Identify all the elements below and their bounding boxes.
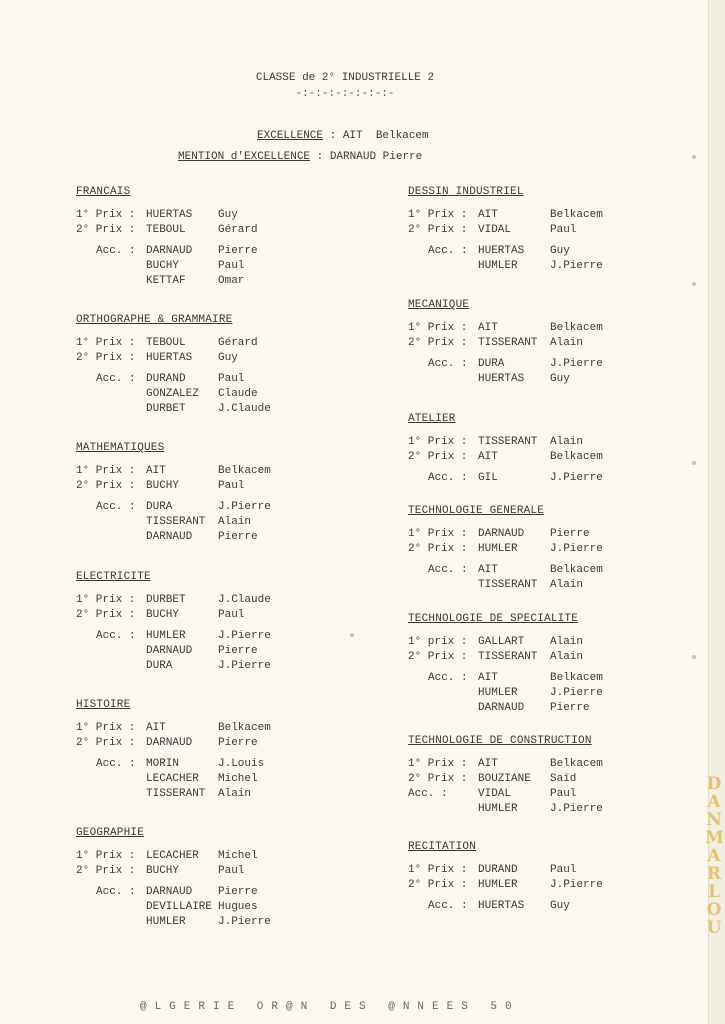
watermark-letter: O — [706, 900, 722, 920]
student-firstname: J.Louis — [218, 758, 265, 770]
student-surname: DURA — [146, 501, 173, 513]
student-firstname: Belkacem — [550, 322, 603, 334]
student-surname: TEBOUL — [146, 337, 186, 349]
student-surname: BUCHY — [146, 865, 180, 877]
paper-speck — [350, 633, 354, 637]
student-surname: HUMLER — [146, 630, 186, 642]
student-surname: KETTAF — [146, 275, 186, 287]
prize-label: 2° Prix : — [408, 773, 468, 785]
student-surname: AIT — [146, 722, 166, 734]
student-surname: DURAND — [478, 864, 518, 876]
student-firstname: Paul — [218, 260, 245, 272]
student-surname: DARNAUD — [478, 702, 525, 714]
student-surname: DARNAUD — [146, 737, 193, 749]
accessit-label: Acc. : — [96, 245, 136, 257]
prize-label: 1° Prix : — [76, 850, 136, 862]
student-surname: DURA — [478, 358, 505, 370]
accessit-label: Acc. : — [428, 564, 468, 576]
excellence-label: EXCELLENCE — [257, 130, 324, 142]
paper-speck — [692, 155, 696, 159]
accessit-label: Acc. : — [428, 672, 468, 684]
prize-label: 1° Prix : — [408, 864, 468, 876]
student-surname: VIDAL — [478, 788, 512, 800]
prize-label: 1° Prix : — [408, 758, 468, 770]
prize-label: 1° Prix : — [76, 594, 136, 606]
section-title-geographie: GEOGRAPHIE — [76, 827, 145, 839]
student-surname: TISSERANT — [146, 516, 206, 528]
student-firstname: Paul — [218, 865, 245, 877]
student-firstname: J.Pierre — [218, 916, 271, 928]
prize-label: 2° Prix : — [408, 879, 468, 891]
paper-speck — [692, 282, 696, 286]
footer-text: @LGERIE OR@N DES @NNEES 50 — [140, 1001, 520, 1013]
student-firstname: Claude — [218, 388, 258, 400]
student-firstname: Gérard — [218, 337, 258, 349]
student-firstname: J.Pierre — [550, 879, 603, 891]
prize-label: 1° Prix : — [76, 209, 136, 221]
accessit-label: Acc. : — [428, 472, 468, 484]
student-surname: HUERTAS — [478, 373, 525, 385]
student-surname: BOUZIANE — [478, 773, 531, 785]
student-surname: AIT — [478, 322, 498, 334]
section-title-technologie-de-construction: TECHNOLOGIE DE CONSTRUCTION — [408, 735, 592, 747]
prize-label: 2° Prix : — [408, 651, 468, 663]
student-firstname: J.Pierre — [550, 803, 603, 815]
prize-label: 2° Prix : — [76, 609, 136, 621]
student-surname: AIT — [478, 209, 498, 221]
student-firstname: J.Pierre — [550, 687, 603, 699]
watermark-vertical — [705, 775, 723, 937]
watermark-letter: N — [706, 810, 722, 830]
student-surname: TISSERANT — [478, 337, 538, 349]
watermark-letter: R — [706, 864, 722, 884]
student-firstname: J.Claude — [218, 403, 271, 415]
prize-label: 1° prix : — [408, 636, 468, 648]
student-surname: TISSERANT — [478, 436, 538, 448]
prize-label: 1° Prix : — [76, 465, 136, 477]
student-firstname: Pierre — [550, 528, 590, 540]
accessit-label: Acc. : — [428, 900, 468, 912]
prize-label: 2° Prix : — [76, 865, 136, 877]
excellence-value: : AIT Belkacem — [323, 130, 429, 142]
student-firstname: J.Pierre — [550, 260, 603, 272]
student-firstname: Pierre — [550, 702, 590, 714]
mention-label: MENTION d'EXCELLENCE — [178, 151, 311, 163]
section-title-technologie-generale: TECHNOLOGIE GENERALE — [408, 505, 545, 517]
student-firstname: Pierre — [218, 737, 258, 749]
student-firstname: J.Pierre — [218, 660, 271, 672]
student-firstname: Guy — [550, 245, 570, 257]
prize-label: 1° Prix : — [408, 528, 468, 540]
student-surname: AIT — [478, 672, 498, 684]
class-title: CLASSE de 2° INDUSTRIELLE 2 — [255, 72, 435, 84]
student-surname: DEVILLAIRE — [146, 901, 213, 913]
student-surname: TISSERANT — [478, 651, 538, 663]
student-surname: BUCHY — [146, 609, 180, 621]
prize-label: 2° Prix : — [408, 543, 468, 555]
student-firstname: Alain — [550, 436, 584, 448]
student-firstname: Alain — [550, 337, 584, 349]
student-surname: HUERTAS — [146, 209, 193, 221]
student-firstname: Paul — [550, 788, 577, 800]
prize-label: 1° Prix : — [408, 322, 468, 334]
student-firstname: Alain — [218, 516, 252, 528]
student-firstname: J.Pierre — [218, 630, 271, 642]
accessit-label: Acc. : — [428, 358, 468, 370]
student-firstname: Paul — [550, 864, 577, 876]
section-title-recitation: RECITATION — [408, 841, 477, 853]
student-surname: MORIN — [146, 758, 180, 770]
watermark-letter: A — [707, 792, 721, 812]
student-surname: LECACHER — [146, 850, 199, 862]
student-surname: AIT — [478, 564, 498, 576]
student-surname: BUCHY — [146, 260, 180, 272]
mention-line — [178, 151, 422, 163]
student-firstname: J.Pierre — [550, 358, 603, 370]
title-divider: -:-:-:-:-:-:-:- — [295, 88, 395, 100]
student-surname: TISSERANT — [146, 788, 206, 800]
section-title-dessin-industriel: DESSIN INDUSTRIEL — [408, 186, 524, 198]
prize-label: 2° Prix : — [408, 337, 468, 349]
student-surname: DARNAUD — [146, 645, 193, 657]
accessit-label: Acc. : — [428, 245, 468, 257]
watermark-letter: U — [706, 918, 722, 938]
student-firstname: Paul — [550, 224, 577, 236]
section-title-technologie-de-specialite: TECHNOLOGIE DE SPECIALITE — [408, 613, 579, 625]
watermark-letter: A — [707, 846, 721, 866]
section-title-histoire: HISTOIRE — [76, 699, 131, 711]
prize-label: 2° Prix : — [76, 480, 136, 492]
student-surname: HUMLER — [478, 879, 518, 891]
student-surname: HUMLER — [478, 543, 518, 555]
student-surname: HUERTAS — [146, 352, 193, 364]
student-surname: DARNAUD — [146, 886, 193, 898]
accessit-label: Acc. : — [96, 630, 136, 642]
student-firstname: Belkacem — [550, 672, 603, 684]
student-surname: HUERTAS — [478, 245, 525, 257]
student-firstname: Guy — [550, 373, 570, 385]
student-surname: HUMLER — [478, 687, 518, 699]
student-firstname: Paul — [218, 480, 245, 492]
student-firstname: Belkacem — [218, 722, 271, 734]
student-surname: LECACHER — [146, 773, 199, 785]
student-firstname: Hugues — [218, 901, 258, 913]
student-surname: AIT — [478, 451, 498, 463]
paper-speck — [692, 655, 696, 659]
student-surname: DURBET — [146, 594, 186, 606]
student-surname: TEBOUL — [146, 224, 186, 236]
student-firstname: Pierre — [218, 886, 258, 898]
prize-label: 1° Prix : — [76, 722, 136, 734]
student-surname: BUCHY — [146, 480, 180, 492]
accessit-label: Acc. : — [96, 373, 136, 385]
student-firstname: Alain — [550, 579, 584, 591]
accessit-label: Acc. : — [96, 886, 136, 898]
student-surname: DURBET — [146, 403, 186, 415]
student-firstname: Paul — [218, 373, 245, 385]
student-firstname: Paul — [218, 609, 245, 621]
prize-label: 1° Prix : — [408, 436, 468, 448]
student-firstname: Gérard — [218, 224, 258, 236]
student-firstname: J.Pierre — [550, 543, 603, 555]
student-surname: GALLART — [478, 636, 525, 648]
prize-label: 2° Prix : — [76, 224, 136, 236]
student-firstname: J.Claude — [218, 594, 271, 606]
section-title-atelier: ATELIER — [408, 413, 456, 425]
student-surname: VIDAL — [478, 224, 512, 236]
prize-label: 1° Prix : — [408, 209, 468, 221]
student-firstname: Belkacem — [550, 564, 603, 576]
student-surname: DURAND — [146, 373, 186, 385]
watermark-letter: L — [708, 882, 720, 902]
student-surname: GONZALEZ — [146, 388, 199, 400]
student-firstname: Saïd — [550, 773, 577, 785]
student-firstname: Alain — [218, 788, 252, 800]
student-firstname: Pierre — [218, 531, 258, 543]
student-firstname: Omar — [218, 275, 245, 287]
prize-label: 2° Prix : — [408, 224, 468, 236]
watermark-letter: M — [705, 828, 724, 848]
student-firstname: Belkacem — [550, 451, 603, 463]
student-surname: HUMLER — [478, 260, 518, 272]
student-firstname: J.Pierre — [550, 472, 603, 484]
student-firstname: Belkacem — [218, 465, 271, 477]
mention-value: : DARNAUD Pierre — [310, 151, 423, 163]
section-title-mathematiques: MATHEMATIQUES — [76, 442, 165, 454]
student-surname: HUMLER — [146, 916, 186, 928]
student-firstname: Pierre — [218, 645, 258, 657]
student-surname: AIT — [146, 465, 166, 477]
student-surname: DURA — [146, 660, 173, 672]
student-surname: HUERTAS — [478, 900, 525, 912]
student-firstname: Alain — [550, 651, 584, 663]
prize-label: 2° Prix : — [76, 737, 136, 749]
student-firstname: Belkacem — [550, 758, 603, 770]
prize-label: 2° Prix : — [408, 451, 468, 463]
student-surname: GIL — [478, 472, 498, 484]
student-firstname: Guy — [218, 209, 238, 221]
watermark-letter: D — [706, 774, 722, 794]
excellence-line — [257, 130, 429, 142]
student-firstname: Pierre — [218, 245, 258, 257]
prize-label: 1° Prix : — [76, 337, 136, 349]
student-firstname: Belkacem — [550, 209, 603, 221]
section-title-orthographe-grammaire: ORTHOGRAPHE & GRAMMAIRE — [76, 314, 233, 326]
paper-speck — [692, 461, 696, 465]
accessit-label: Acc. : — [96, 501, 136, 513]
student-surname: DARNAUD — [478, 528, 525, 540]
prize-label: 2° Prix : — [76, 352, 136, 364]
section-title-mecanique: MECANIQUE — [408, 299, 470, 311]
student-firstname: Michel — [218, 773, 258, 785]
student-firstname: Guy — [218, 352, 238, 364]
accessit-label: Acc. : — [96, 758, 136, 770]
section-title-electricite: ELECTRICITE — [76, 571, 151, 583]
student-surname: DARNAUD — [146, 531, 193, 543]
student-firstname: Alain — [550, 636, 584, 648]
prize-label: Acc. : — [408, 788, 448, 800]
student-surname: AIT — [478, 758, 498, 770]
student-firstname: Michel — [218, 850, 258, 862]
section-title-francais: FRANCAIS — [76, 186, 131, 198]
student-surname: TISSERANT — [478, 579, 538, 591]
student-surname: DARNAUD — [146, 245, 193, 257]
student-surname: HUMLER — [478, 803, 518, 815]
student-firstname: J.Pierre — [218, 501, 271, 513]
student-firstname: Guy — [550, 900, 570, 912]
